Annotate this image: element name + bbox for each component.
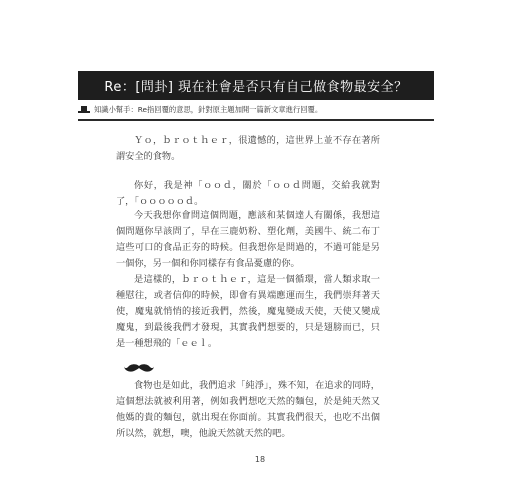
body-block-1 bbox=[116, 133, 380, 165]
paragraph: 你好，我是神「ｏｏｄ，關於「ｏｏｄ問題，交給我就對了，「ｏｏｏｏｏｄ。 bbox=[116, 180, 380, 207]
paragraph: 是這樣的，ｂｒｏｔｈｅｒ，這是一個循環，當人類求取一種慰往，或者信仰的時候，即會有異端應運而生，我們崇拜著天使，魔鬼就悄悄的接近我們，然後，魔鬼變成天使，天使又變成魔鬼，到最後我們才發現，其實我們想要的，只是翅膀而已，只是一種想飛的「ｅｅｌ。 bbox=[116, 274, 380, 349]
article-title-text: Re：[問卦] 現在社會是否只有自己做食物最安全？ bbox=[104, 80, 408, 95]
paragraph: Ｙｏ，ｂｒｏｔｈｅｒ，很遺憾的，這世界上並不存在著所謂安全的食物。 bbox=[116, 135, 380, 162]
assistant-note bbox=[78, 103, 438, 117]
article-title bbox=[78, 71, 434, 100]
title-divider-rule bbox=[78, 119, 434, 121]
mustache-icon bbox=[124, 358, 154, 368]
body-block-4 bbox=[116, 378, 380, 442]
paragraph: 食物也是如此，我們追求「純淨」，殊不知，在追求的同時，這個想法就被利用著，例如我們想吃天然的麵包，於是純天然又他媽的貴的麵包，就出現在你面前。其實我們很天，也吃不出個所以然，就想，噢，他說天然就天然的吧。 bbox=[116, 380, 380, 439]
body-block-3 bbox=[116, 208, 380, 352]
assistant-note-text: 知識小幫手：Re指回覆的意思，針對原主題加開一篇新文章進行回覆。 bbox=[94, 105, 323, 114]
body-block-2 bbox=[116, 178, 380, 210]
hat-icon bbox=[78, 106, 90, 114]
page-number: 18 bbox=[254, 455, 266, 464]
paragraph: 今天我想你會問這個問題，應該和某個達人有關係，我想這個問題你早該問了，早在三鹿奶粉、塑化劑，美國牛、統二布丁這些可口的食品正夯的時候。但我想你是問過的，不過可能是另一個你，另一個和你同樣存有食品憂慮的你。 bbox=[116, 210, 380, 269]
